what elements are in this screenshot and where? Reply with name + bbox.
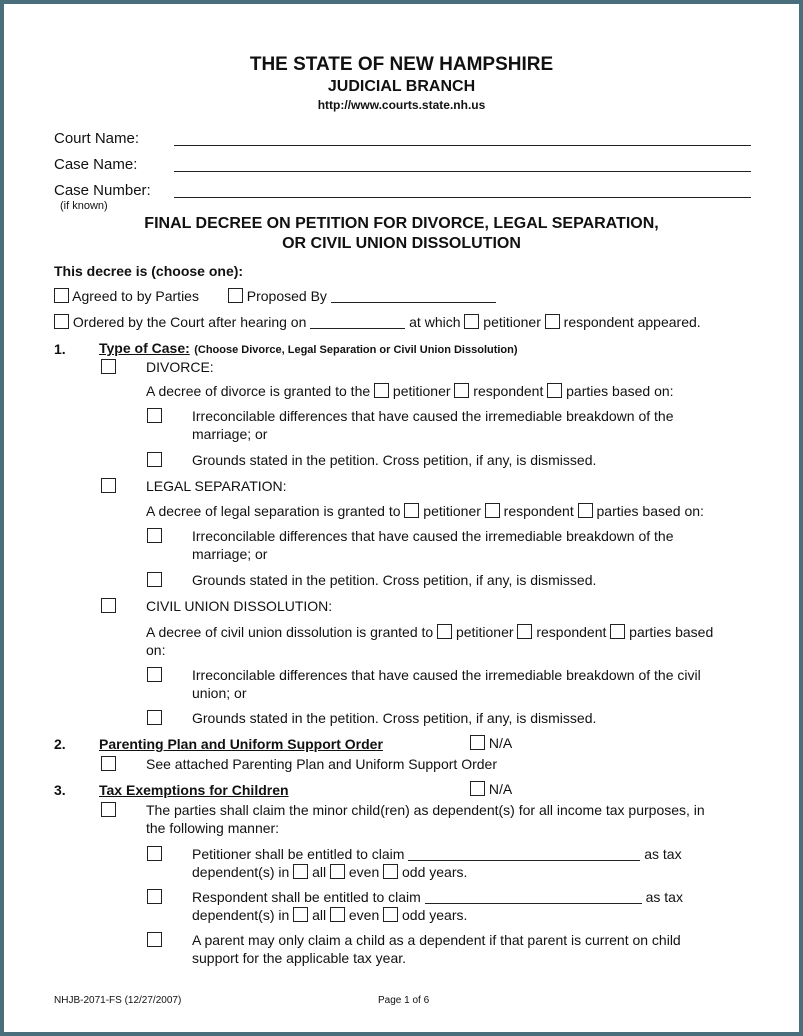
proposed-label: Proposed By [246,288,327,304]
civil-union-granted-row [146,624,713,640]
respondent-odd-label: odd years. [402,907,468,923]
tax-parties-text-1: The parties shall claim the minor child(ren) as dependent(s) for all income tax purposes, in [146,802,705,818]
section1-heading-row [99,340,518,358]
case-name-label: Case Name: [54,156,138,173]
form-title-line1: FINAL DECREE ON PETITION FOR DIVORCE, LEGAL SEPARATION, [144,215,659,232]
divorce-petitioner-label: petitioner [392,383,451,399]
respondent-odd-checkbox[interactable] [383,907,398,922]
divorce-granted-text: A decree of divorce is granted to the [146,383,371,399]
civil-union-irreconcilable-checkbox[interactable] [147,667,162,682]
petitioner-odd-label: odd years. [402,864,468,880]
divorce-parties-label: parties based on: [566,383,674,399]
section2-na-row [470,735,512,751]
tax-parties-text-2: the following manner: [146,820,280,836]
respondent-appeared-checkbox[interactable] [545,314,560,329]
petitioner-odd-checkbox[interactable] [383,864,398,879]
divorce-irreconcilable-text-2: marriage; or [192,426,268,442]
respondent-as-tax-text: as tax [645,889,683,905]
ordered-checkbox[interactable] [54,314,69,329]
divorce-grounds-checkbox[interactable] [147,452,162,467]
respondent-dependents-text: dependent(s) in [192,907,290,923]
civil-union-parties-checkbox[interactable] [610,624,625,639]
decree-heading: This decree is (choose one): [54,263,244,279]
divorce-irreconcilable-text-1: Irreconcilable differences that have caused the irremediable breakdown of the [192,408,674,424]
civil-union-respondent-checkbox[interactable] [517,624,532,639]
civil-union-on-text: on: [146,642,166,658]
proposed-checkbox[interactable] [228,288,243,303]
section2-heading: Parenting Plan and Uniform Support Order [99,736,383,752]
respondent-all-checkbox[interactable] [293,907,308,922]
parent-current-text-1: A parent may only claim a child as a dependent if that parent is current on child [192,932,681,948]
proposed-by-field[interactable] [331,289,496,303]
case-number-field[interactable] [174,197,751,198]
divorce-petitioner-checkbox[interactable] [374,383,389,398]
court-name-field[interactable] [174,145,751,146]
respondent-claim-row [192,889,683,905]
civil-union-irreconcilable-text-2: union; or [192,685,247,701]
divorce-respondent-checkbox[interactable] [454,383,469,398]
separation-parties-checkbox[interactable] [578,503,593,518]
civil-union-respondent-label: respondent [536,624,607,640]
separation-respondent-label: respondent [503,503,574,519]
respondent-appeared-label: respondent appeared. [563,314,701,330]
respondent-all-label: all [312,907,327,923]
section2-na-checkbox[interactable] [470,735,485,750]
parent-current-text-2: support for the applicable tax year. [192,950,407,966]
page-number: Page 1 of 6 [378,995,430,1006]
respondent-claim-text: Respondent shall be entitled to claim [192,889,421,905]
separation-granted-text: A decree of legal separation is granted to [146,503,401,519]
section3-number: 3. [54,782,66,798]
section1-subheading: (Choose Divorce, Legal Separation or Civil Union Dissolution) [194,344,518,356]
respondent-even-checkbox[interactable] [330,907,345,922]
civil-union-checkbox[interactable] [101,598,116,613]
at-which-label: at which [409,314,461,330]
separation-petitioner-label: petitioner [423,503,481,519]
if-known-note: (if known) [60,200,108,212]
separation-grounds-text: Grounds stated in the petition. Cross petition, if any, is dismissed. [192,572,597,588]
separation-granted-row [146,503,704,519]
separation-parties-label: parties based on: [596,503,704,519]
civil-union-petitioner-checkbox[interactable] [437,624,452,639]
form-id: NHJB-2071-FS (12/27/2007) [54,995,182,1006]
divorce-grounds-text: Grounds stated in the petition. Cross petition, if any, is dismissed. [192,452,597,468]
petitioner-claim-text: Petitioner shall be entitled to claim [192,846,405,862]
parent-current-checkbox[interactable] [147,932,162,947]
petitioner-even-label: even [348,864,380,880]
civil-union-grounds-checkbox[interactable] [147,710,162,725]
petitioner-as-tax-text: as tax [644,846,682,862]
section3-na-label: N/A [488,781,513,797]
section1-heading: Type of Case: [99,340,190,356]
divorce-parties-checkbox[interactable] [547,383,562,398]
separation-label: LEGAL SEPARATION: [146,478,287,494]
divorce-respondent-label: respondent [473,383,544,399]
civil-union-granted-text: A decree of civil union dissolution is granted to [146,624,434,640]
civil-union-parties-label: parties based [629,624,714,640]
petitioner-claim-row [192,846,682,862]
divorce-irreconcilable-checkbox[interactable] [147,408,162,423]
respondent-even-label: even [348,907,380,923]
petitioner-dependents-text: dependent(s) in [192,864,290,880]
section3-na-row [470,781,512,797]
separation-grounds-checkbox[interactable] [147,572,162,587]
section1-number: 1. [54,341,66,357]
separation-irreconcilable-checkbox[interactable] [147,528,162,543]
separation-petitioner-checkbox[interactable] [404,503,419,518]
case-number-label: Case Number: [54,182,151,199]
parenting-plan-checkbox[interactable] [101,756,116,771]
civil-union-petitioner-label: petitioner [455,624,514,640]
court-url: http://www.courts.state.nh.us [317,98,486,112]
petitioner-appeared-checkbox[interactable] [464,314,479,329]
separation-irreconcilable-text-1: Irreconcilable differences that have caused the irremediable breakdown of the [192,528,674,544]
section3-na-checkbox[interactable] [470,781,485,796]
civil-union-grounds-text: Grounds stated in the petition. Cross petition, if any, is dismissed. [192,710,597,726]
parenting-plan-text: See attached Parenting Plan and Uniform Support Order [146,756,497,772]
section2-number: 2. [54,736,66,752]
petitioner-claim-checkbox[interactable] [147,846,162,861]
court-name-label: Court Name: [54,130,140,147]
civil-union-irreconcilable-text-1: Irreconcilable differences that have caused the irremediable breakdown of the civil [192,667,701,683]
petitioner-appeared-label: petitioner [483,314,541,330]
petitioner-even-checkbox[interactable] [330,864,345,879]
respondent-claim-checkbox[interactable] [147,889,162,904]
divorce-granted-row [146,383,674,399]
ordered-label: Ordered by the Court after hearing on [72,314,307,330]
divorce-checkbox[interactable] [101,359,116,374]
civil-union-label: CIVIL UNION DISSOLUTION: [146,598,333,614]
respondent-years-row [192,907,467,923]
petitioner-all-checkbox[interactable] [293,864,308,879]
petitioner-all-label: all [312,864,327,880]
separation-checkbox[interactable] [101,478,116,493]
agreed-label: Agreed to by Parties [72,288,199,304]
state-heading: THE STATE OF NEW HAMPSHIRE [249,54,554,75]
branch-heading: JUDICIAL BRANCH [327,78,476,95]
document-page [4,4,799,1032]
form-title-line2: OR CIVIL UNION DISSOLUTION [282,235,521,252]
separation-respondent-checkbox[interactable] [485,503,500,518]
petitioner-years-row [192,864,467,880]
agreed-checkbox[interactable] [54,288,69,303]
hearing-date-field[interactable] [310,315,405,329]
tax-parties-checkbox[interactable] [101,802,116,817]
section2-na-label: N/A [488,735,513,751]
decree-row-2 [54,314,701,330]
section3-heading: Tax Exemptions for Children [99,782,289,798]
respondent-claim-field[interactable] [425,890,642,904]
separation-irreconcilable-text-2: marriage; or [192,546,268,562]
decree-row-1 [54,288,496,304]
case-name-field[interactable] [174,171,751,172]
divorce-label: DIVORCE: [146,359,214,375]
petitioner-claim-field[interactable] [408,847,640,861]
